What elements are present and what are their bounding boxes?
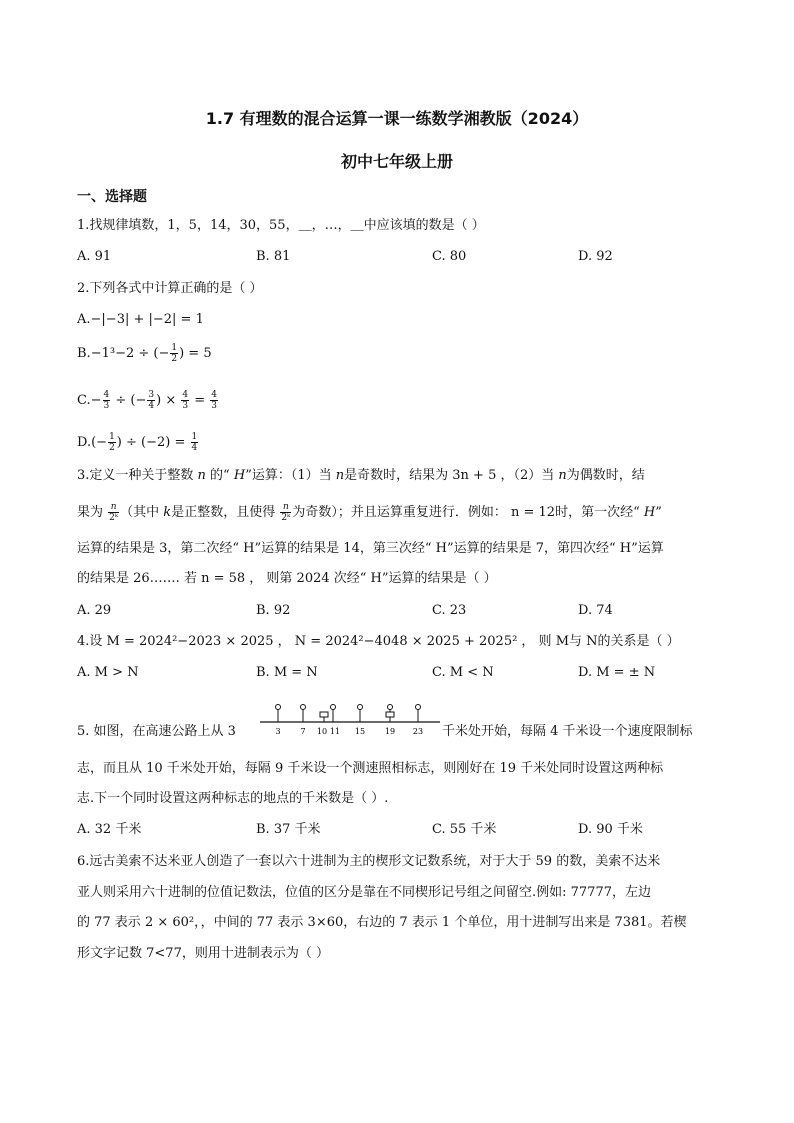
- text-run: ”: [655, 505, 662, 520]
- option-letter: A.: [77, 312, 91, 327]
- q1-option-c: C. 80: [432, 249, 467, 264]
- denominator: 4: [191, 443, 198, 453]
- section-heading: 一、选择题: [77, 189, 147, 205]
- denominator: 2: [171, 354, 178, 364]
- option-letter: D.: [77, 435, 92, 450]
- q3-option-a: A. 29: [77, 603, 112, 618]
- fraction: [108, 432, 116, 453]
- tick-label: 3: [275, 727, 281, 736]
- camera-sign-10: [320, 712, 328, 722]
- math-variable: n: [197, 468, 206, 483]
- text-run: ”运算：（1）当: [245, 468, 336, 483]
- question-5-line-1-start: 5. 如图，在高速公路上从 3: [77, 724, 236, 739]
- math-variable: k: [163, 505, 172, 520]
- math-expression: ) ×: [156, 393, 181, 408]
- text-run: 为奇数）；并且运算重复进行．例如：: [292, 505, 511, 520]
- document-subtitle: 初中七年级上册: [340, 152, 453, 171]
- speed-limit-sign-11: [331, 705, 336, 723]
- text-run: 是正整数，且使得: [171, 505, 280, 520]
- denominator: 3: [211, 401, 217, 411]
- q2-option-a: [77, 311, 204, 329]
- denominator: 2ᵏ: [109, 513, 119, 523]
- q5-option-b: B. 37 千米: [256, 822, 321, 837]
- numerator: 1: [109, 432, 115, 442]
- numerator: 4: [103, 390, 110, 400]
- speed-limit-sign-3: [276, 705, 281, 723]
- numerator: n: [280, 502, 291, 513]
- tick-label: 10: [316, 727, 328, 736]
- numerator: 4: [182, 390, 189, 400]
- option-letter: C.: [77, 393, 91, 408]
- speed-limit-sign-23: [416, 705, 421, 723]
- denominator: 3: [182, 401, 189, 411]
- tick-label: 7: [300, 727, 306, 736]
- fraction: [170, 343, 178, 364]
- math-expression: N = 2024²−4048 × 2025 + 2025²: [294, 634, 518, 649]
- numerator: 1: [191, 432, 198, 442]
- numerator: 4: [211, 390, 217, 400]
- question-4-stem: [77, 633, 680, 651]
- numerator: 3: [148, 390, 155, 400]
- fraction: [181, 390, 189, 411]
- question-3-line-4: [77, 570, 497, 588]
- text-run: ，（2）当: [496, 468, 559, 483]
- question-5-line-1-end: 千米处开始，每隔 4 千米设一个速度限制标: [442, 724, 693, 739]
- numerator: 1: [171, 343, 178, 353]
- text-run: 果为: [77, 505, 108, 520]
- text-run: 为偶数时，结: [566, 468, 645, 483]
- math-variable: n: [558, 468, 567, 483]
- question-3-line-2: [77, 502, 662, 523]
- math-expression: −|−3| + |−2| = 1: [90, 312, 204, 327]
- fraction: [103, 390, 111, 411]
- fraction: [210, 390, 218, 411]
- denominator: 2: [109, 443, 115, 453]
- question-6-line-2: 亚人则采用六十进制的位值记数法，位值的区分是靠在不同楔形记号组之间留空.例如: 77777，左边: [77, 885, 652, 900]
- fraction: [191, 432, 199, 453]
- math-expression: (−: [91, 435, 108, 450]
- question-5-line-2: 志，而且从 10 千米处开始，每隔 9 千米设一个测速照相标志，则刚好在 19 千米处同时设置这两种标: [77, 761, 664, 776]
- numerator: n: [108, 502, 119, 513]
- math-variable: H: [643, 505, 656, 520]
- question-6-line-1: 6.远古美索不达米亚人创造了一套以六十进制为主的楔形文记数系统，对于大于 59 的数，美索不达米: [77, 854, 661, 869]
- denominator: 2ᵏ: [281, 513, 291, 523]
- q5-option-a: A. 32 千米: [77, 822, 142, 837]
- q3-option-b: B. 92: [256, 603, 291, 618]
- denominator: 4: [148, 401, 155, 411]
- math-expression: ) ÷ (−2) =: [116, 435, 190, 450]
- text-run: 的结果是 26……. 若: [77, 571, 202, 586]
- math-expression: −1³−2 ÷ (−: [90, 346, 170, 361]
- math-expression: 3n + 5: [452, 468, 497, 483]
- fraction: [108, 502, 119, 523]
- q4-option-d: D. M = ± N: [578, 665, 656, 680]
- q1-option-d: D. 92: [578, 249, 613, 264]
- q2-option-d: [77, 432, 199, 453]
- tick-label: 15: [354, 727, 366, 736]
- denominator: 3: [103, 401, 110, 411]
- question-6-line-3: 的 77 表示 2 × 60²，，中间的 77 表示 3×60，右边的 7 表示 1 个单位，用十进制写出来是 7381。若楔: [77, 915, 687, 930]
- question-5-line-3: 志.下一个同时设置这两种标志的地点的千米数是（ ）.: [77, 791, 389, 806]
- option-letter: B.: [77, 346, 91, 361]
- speed-limit-sign-7: [301, 705, 306, 723]
- text-run: （其中: [120, 505, 164, 520]
- q4-option-a: A. M > N: [77, 665, 139, 680]
- text-run: 4.设: [77, 634, 107, 649]
- text-run: ， 则第 2024 次经“ H”运算的结果是（ ）: [245, 571, 497, 586]
- math-expression: −: [90, 393, 102, 408]
- text-run: 的“: [205, 468, 234, 483]
- question-2-stem: 2.下列各式中计算正确的是（ ）: [77, 281, 263, 296]
- q1-option-b: B. 81: [256, 249, 291, 264]
- highway-signs-figure: [258, 700, 442, 740]
- text-run: 时，第一次经“: [555, 505, 644, 520]
- document-title: 1.7 有理数的混合运算一课一练数学湘教版（2024）: [205, 109, 589, 128]
- speed-limit-sign-15: [358, 705, 363, 723]
- question-6-line-4: 形文字记数 7<77，则用十进制表示为（ ）: [77, 946, 329, 961]
- camera-sign-19: [386, 712, 394, 717]
- q5-option-d: D. 90 千米: [578, 822, 643, 837]
- q3-option-d: D. 74: [578, 603, 613, 618]
- fraction: [147, 390, 155, 411]
- math-expression: n = 58: [201, 571, 246, 586]
- question-1-stem: 1.找规律填数，1，5，14，30，55，＿，…，＿中应该填的数是（ ）: [77, 218, 485, 233]
- text-run: ，: [273, 634, 295, 649]
- text-run: 是奇数时，结果为: [344, 468, 453, 483]
- q2-option-c: [77, 390, 219, 411]
- tick-label: 23: [412, 727, 424, 736]
- q3-option-c: C. 23: [432, 603, 467, 618]
- math-expression: M = 2024²−2023 × 2025: [106, 634, 274, 649]
- fraction: [280, 502, 291, 523]
- q5-option-c: C. 55 千米: [432, 822, 497, 837]
- math-expression: =: [190, 393, 210, 408]
- question-3-line-3: 运算的结果是 3，第二次经“ H”运算的结果是 14，第三次经“ H”运算的结果是 7，第四次经“ H”运算: [77, 541, 664, 556]
- question-3-line-1: [77, 467, 645, 485]
- math-variable: n: [335, 468, 345, 483]
- tick-label: 19: [384, 727, 396, 736]
- text-run: 3.定义一种关于整数: [77, 468, 198, 483]
- tick-label: 11: [329, 727, 341, 736]
- q1-option-a: A. 91: [77, 249, 112, 264]
- math-expression: ÷ (−: [111, 393, 147, 408]
- q2-option-b: [77, 343, 212, 364]
- math-expression: ) = 5: [179, 346, 212, 361]
- text-run: ， 则 M与 N的关系是（ ）: [517, 634, 680, 649]
- math-expression: n = 12: [510, 505, 556, 520]
- math-variable: H: [233, 468, 246, 483]
- q4-option-b: B. M = N: [256, 665, 318, 680]
- q4-option-c: C. M < N: [432, 665, 494, 680]
